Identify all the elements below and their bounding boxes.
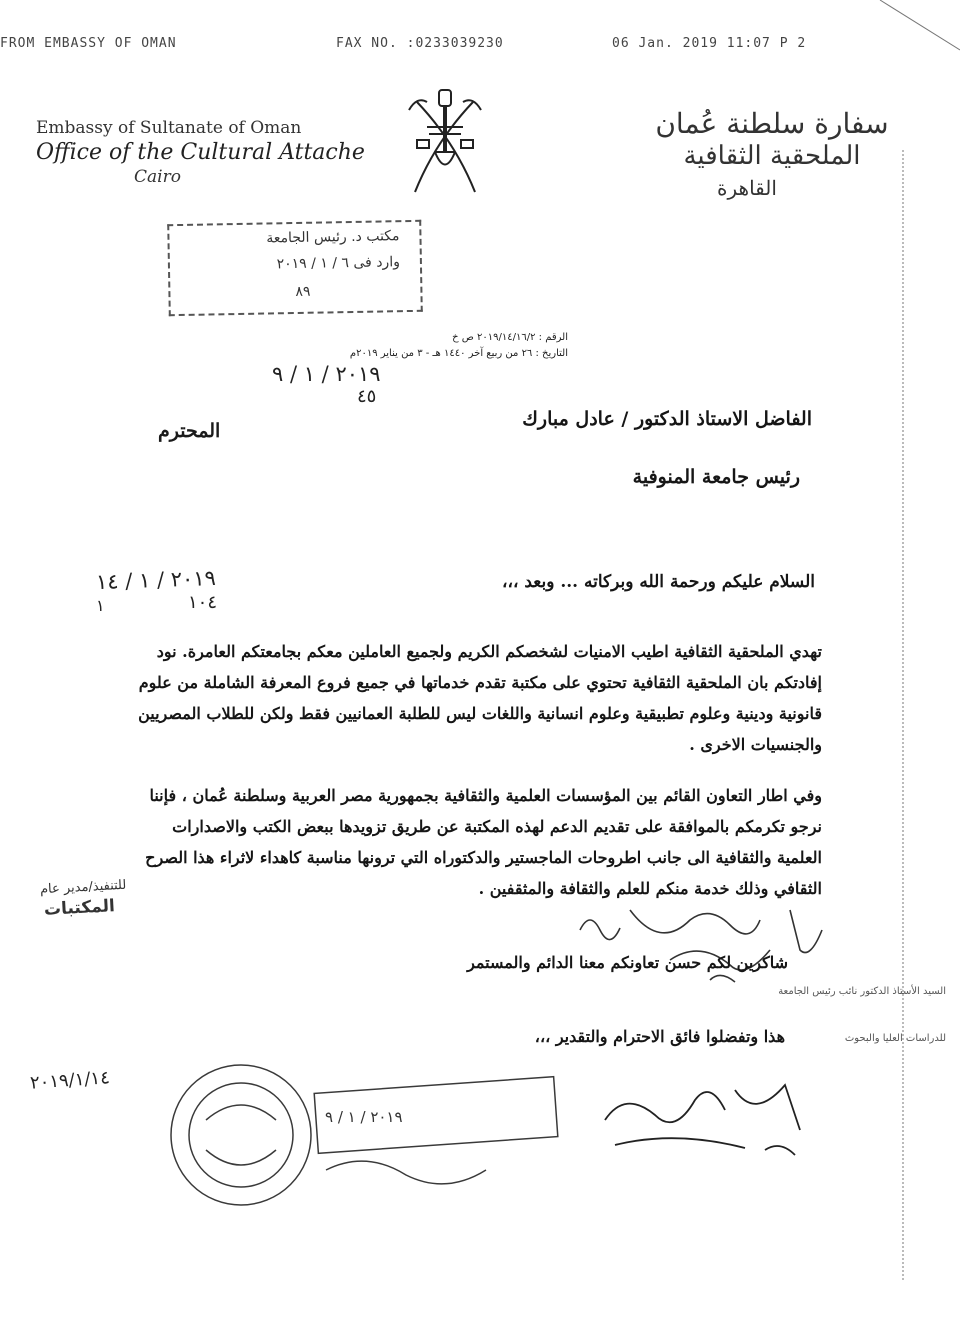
reference-date: التاريخ : ٢٦ من ربيع آخر ١٤٤٠ هـ - ٣ من يناير ٢٠١٩م bbox=[349, 348, 568, 359]
thanks-line: شاكرين لكم حسن تعاونكم معنا الدائم والمستمر bbox=[467, 953, 788, 972]
letterhead-english bbox=[36, 118, 366, 187]
handwritten-date-bottom: ٢٠١٩/١/١٤ bbox=[29, 1067, 111, 1094]
fax-sender: FROM EMBASSY OF OMAN bbox=[0, 36, 177, 51]
letterhead-city: Cairo bbox=[134, 167, 181, 187]
incoming-stamp bbox=[167, 220, 423, 316]
side-note-department: للدراسات العليا والبحوث bbox=[844, 1033, 946, 1044]
side-note-recipient: السيد الأستاذ الدكتور نائب رئيس الجامعة bbox=[778, 986, 946, 997]
letterhead-office: Office of the Cultural Attache bbox=[36, 140, 365, 165]
official-seal bbox=[146, 1040, 586, 1230]
margin-note-libraries: المكتبات bbox=[43, 896, 116, 920]
addressee-name: الفاضل الاستاذ الدكتور / عادل مبارك bbox=[522, 408, 812, 430]
oman-emblem-icon bbox=[395, 82, 495, 202]
letterhead-embassy-ar: سفارة سلطنة عُمان bbox=[655, 107, 889, 140]
incoming-stamp-number: ٨٩ bbox=[295, 283, 311, 300]
fax-number: FAX NO. :0233039230 bbox=[336, 36, 504, 51]
incoming-stamp-office: مكتب د. رئيس الجامعة bbox=[266, 228, 400, 247]
ambassador-signature bbox=[585, 1060, 825, 1170]
greeting-line: السلام عليكم ورحمة الله وبركاته ... وبعد ،،، bbox=[501, 572, 815, 592]
handwritten-date-middle: ٢٠١٩ / ١ / ١٤ bbox=[95, 565, 217, 595]
body-paragraph-1: تهدي الملحقية الثقافية اطيب الامنيات لشخصكم الكريم ولجميع العاملين معكم بجامعتكم العامرة. نود إفادتكم بان الملحقية الثقافية تحتوي على مكتبة تقدم خدماتها في جميع فروع المعرفة الشاملة من علوم قانونية ودينية وعلوم تطبيقية وعلوم انسانية واللغات ليس للطلبة العمانيين فقط ولكن للطلاب المصريين والجنسيات الاخرى . bbox=[138, 642, 822, 754]
letterhead-city-ar: القاهرة bbox=[717, 176, 777, 200]
handwritten-number-top: ٤٥ bbox=[357, 386, 377, 407]
incoming-stamp-date: وارد فى ٦ / ١ / ٢٠١٩ bbox=[276, 254, 401, 273]
fax-datetime: 06 Jan. 2019 11:07 P 2 bbox=[612, 36, 807, 51]
margin-note-instruction: للتنفيذ/مدير عام bbox=[39, 877, 127, 898]
addressee-honorific: المحترم bbox=[158, 420, 221, 442]
reference-block bbox=[350, 330, 568, 362]
handwritten-date-top: ٢٠١٩ / ١ / ٩ bbox=[272, 362, 381, 386]
handwritten-signature-top bbox=[560, 890, 830, 1000]
page-edge-line bbox=[902, 150, 905, 1280]
reference-number: الرقم : ٢٠١٩/١٤/١٦/٢ ص خ bbox=[452, 332, 568, 343]
fax-header bbox=[0, 36, 960, 56]
letterhead-office-ar: الملحقية الثقافية bbox=[683, 141, 861, 171]
handwritten-digit: ١ bbox=[96, 596, 105, 615]
addressee-position: رئيس جامعة المنوفية bbox=[632, 466, 800, 488]
handwritten-number-middle: ١٠٤ bbox=[188, 592, 218, 613]
body-paragraph-2: وفي اطار التعاون القائم بين المؤسسات العلمية والثقافية بجمهورية مصر العربية وسلطنة عُمان ، فإننا نرجو تكرمكم بالموافقة على تقديم الدعم لهذه المكتبة عن طريق تزويدها ببعض الكتب والاصدارات العلمية والثقافية الى جانب اطروحات الماجستير والدكتوراه التي ترونها مناسبة كاهداء لاثراء هذا الصرح الثقافي وذلك خدمة منكم للعلم والثقافة والمثقفين . bbox=[145, 786, 822, 898]
closing-line: هذا وتفضلوا فائق الاحترام والتقدير ،،، bbox=[534, 1027, 785, 1046]
letterhead-embassy: Embassy of Sultanate of Oman bbox=[36, 118, 302, 138]
seal-stamp-date: ٢٠١٩ / ١ / ٩ bbox=[325, 1108, 403, 1126]
letterhead-arabic bbox=[642, 108, 902, 204]
